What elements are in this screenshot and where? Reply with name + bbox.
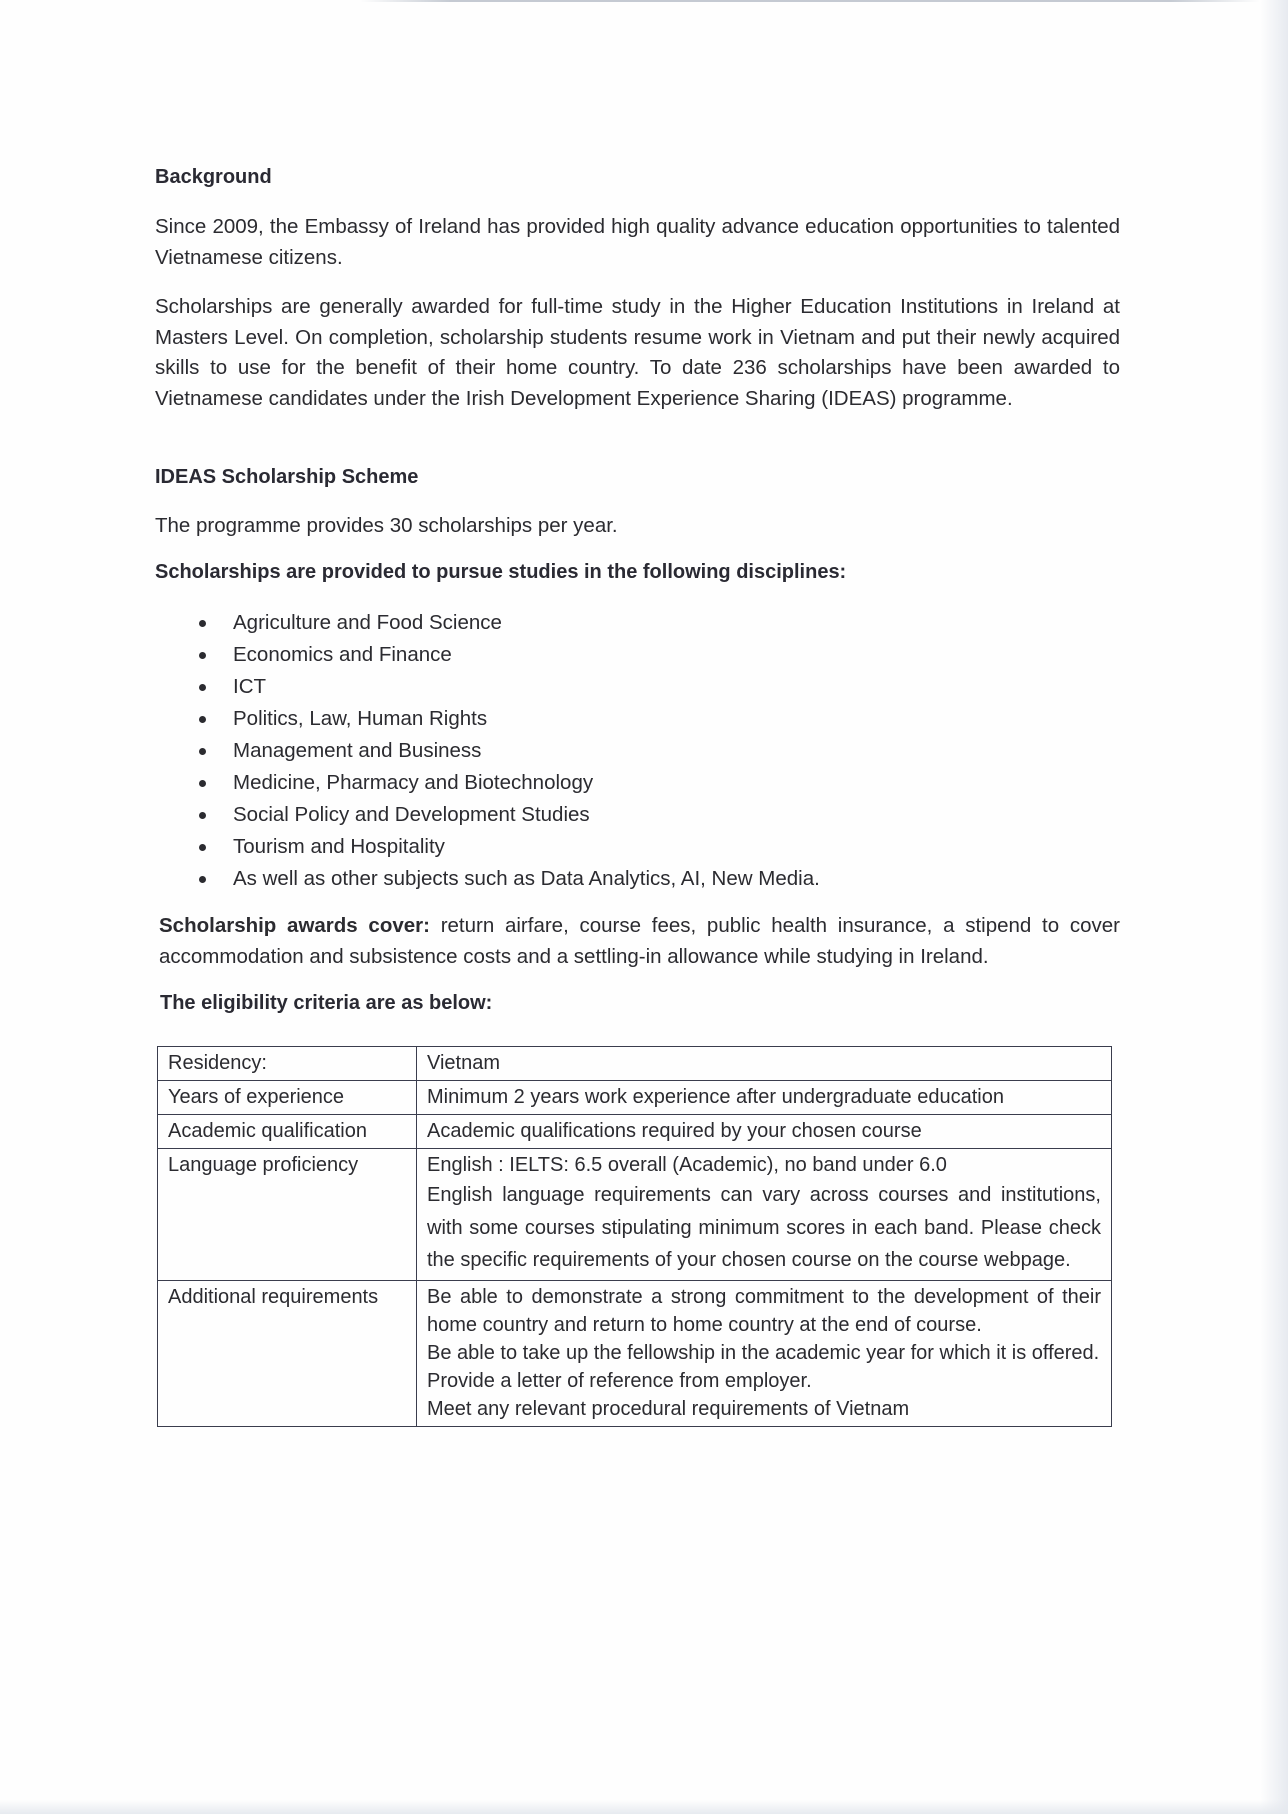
scheme-heading: IDEAS Scholarship Scheme xyxy=(155,466,419,488)
language-requirement-ielts: English : IELTS: 6.5 overall (Academic), no band under 6.0 xyxy=(427,1154,947,1176)
list-item xyxy=(155,735,820,767)
background-heading: Background xyxy=(155,166,272,188)
background-paragraph-1: Since 2009, the Embassy of Ireland has provided high quality advance education opportunities to talented Vietnamese citizens. xyxy=(155,215,1120,269)
bullet-icon xyxy=(199,876,206,883)
scan-bottom-edge xyxy=(0,1800,1288,1814)
discipline-label: Politics, Law, Human Rights xyxy=(233,707,488,730)
discipline-label: Medicine, Pharmacy and Biotechnology xyxy=(233,771,594,794)
awards-paragraph xyxy=(159,911,1120,972)
list-item xyxy=(155,703,820,735)
eligibility-heading: The eligibility criteria are as below: xyxy=(160,992,493,1014)
criteria-value-qualification: Academic qualifications required by your chosen course xyxy=(417,1115,1112,1149)
list-item xyxy=(155,607,820,639)
criteria-value-additional xyxy=(417,1280,1112,1426)
bullet-icon xyxy=(199,684,206,691)
criteria-value-experience: Minimum 2 years work experience after undergraduate education xyxy=(417,1081,1112,1115)
criteria-value-language xyxy=(417,1149,1112,1281)
awards-label: Scholarship awards cover: xyxy=(159,914,430,937)
list-item xyxy=(155,831,820,863)
bullet-icon xyxy=(199,780,206,787)
table-row xyxy=(158,1047,1112,1081)
additional-requirement: Provide a letter of reference from employer. xyxy=(427,1369,812,1392)
discipline-label: As well as other subjects such as Data Analytics, AI, New Media. xyxy=(233,867,820,890)
bullet-icon xyxy=(199,844,206,851)
scan-right-edge xyxy=(1260,0,1288,1814)
table-row xyxy=(158,1149,1112,1281)
bullet-icon xyxy=(199,620,206,627)
scheme-intro: The programme provides 30 scholarships per year. xyxy=(155,514,618,537)
eligibility-table xyxy=(157,1046,1112,1427)
scan-top-edge xyxy=(360,0,1260,2)
disciplines-list xyxy=(155,607,820,895)
criteria-value-residency: Vietnam xyxy=(417,1047,1112,1081)
list-item xyxy=(155,799,820,831)
discipline-label: ICT xyxy=(233,675,267,698)
discipline-label: Tourism and Hospitality xyxy=(233,835,445,858)
bullet-icon xyxy=(199,812,206,819)
additional-requirement: Meet any relevant procedural requirements of Vietnam xyxy=(427,1397,910,1420)
criteria-label-experience: Years of experience xyxy=(158,1081,417,1115)
table-row xyxy=(158,1280,1112,1426)
awards-text: return airfare, course fees, public health insurance, a stipend to cover accommodation and subsistence costs and a settling-in allowance while studying in Ireland. xyxy=(159,914,1120,968)
table-row xyxy=(158,1081,1112,1115)
criteria-label-residency: Residency: xyxy=(158,1047,417,1081)
background-paragraph-2: Scholarships are generally awarded for full-time study in the Higher Education Institutions in Ireland at Masters Level. On completion, scholarship students resume work in Vietnam and put their newly acquired skills to use for the benefit of their home country. To date 236 scholarships have been awarded to Vietnamese candidates under the Irish Development Experience Sharing (IDEAS) programme. xyxy=(155,295,1120,410)
criteria-label-additional: Additional requirements xyxy=(158,1280,417,1426)
criteria-label-language: Language proficiency xyxy=(158,1149,417,1281)
table-row xyxy=(158,1115,1112,1149)
discipline-label: Agriculture and Food Science xyxy=(233,611,502,634)
list-item xyxy=(155,639,820,671)
disciplines-heading: Scholarships are provided to pursue studies in the following disciplines: xyxy=(155,561,847,583)
language-requirement-note: English language requirements can vary across courses and institutions, with some courses stipulating minimum scores in each band. Please check the specific requirements of your chosen course on the course webpage. xyxy=(427,1184,1101,1271)
bullet-icon xyxy=(199,652,206,659)
list-item xyxy=(155,767,820,799)
discipline-label: Social Policy and Development Studies xyxy=(233,803,590,826)
criteria-label-qualification: Academic qualification xyxy=(158,1115,417,1149)
discipline-label: Economics and Finance xyxy=(233,643,452,666)
list-item xyxy=(155,863,820,895)
bullet-icon xyxy=(199,748,206,755)
additional-requirement: Be able to take up the fellowship in the academic year for which it is offered. xyxy=(427,1341,1100,1364)
additional-requirement: Be able to demonstrate a strong commitment to the development of their home country and return to home country at the end of course. xyxy=(427,1285,1101,1336)
discipline-label: Management and Business xyxy=(233,739,482,762)
list-item xyxy=(155,671,820,703)
bullet-icon xyxy=(199,716,206,723)
